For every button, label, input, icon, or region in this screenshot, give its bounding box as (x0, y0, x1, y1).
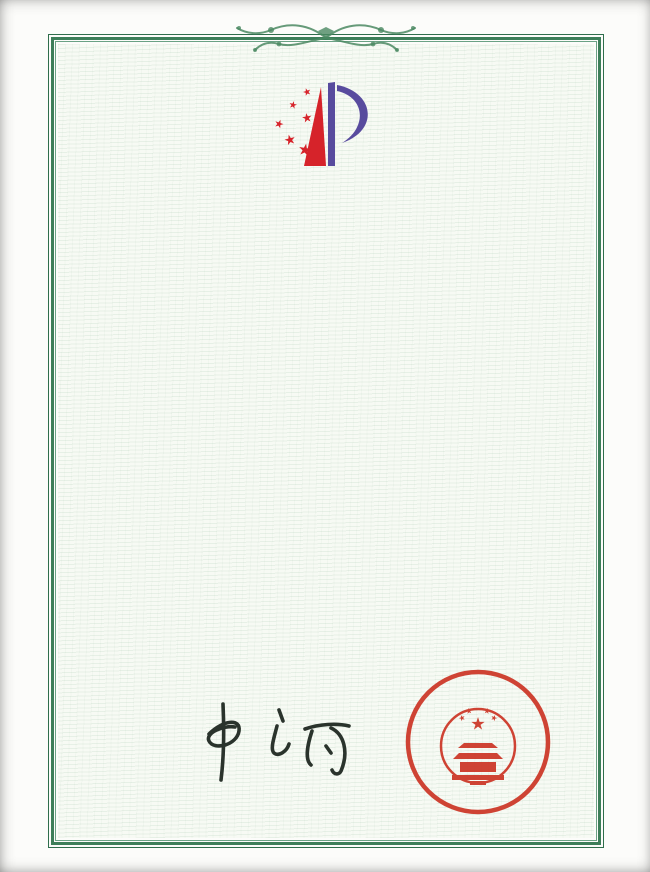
field-row-address (88, 464, 180, 481)
field-row-grant (88, 496, 180, 513)
top-flourish-ornament (231, 14, 421, 60)
grant-number-pair (332, 496, 424, 513)
logo-p-stem (328, 82, 335, 166)
seal-ring (408, 672, 548, 812)
director-signature (193, 694, 361, 786)
field-row-patentee (88, 424, 180, 441)
cnipa-logo (260, 80, 398, 168)
field-row-patent-number (88, 340, 180, 357)
logo-stars (274, 87, 313, 156)
seal-national-emblem (441, 707, 515, 785)
field-row-inventors (88, 298, 180, 315)
field-row-filing-date (88, 382, 180, 399)
official-seal (398, 662, 558, 822)
logo-p-bowl (337, 85, 368, 143)
field-row-name (88, 256, 180, 273)
qr-code (520, 88, 586, 154)
